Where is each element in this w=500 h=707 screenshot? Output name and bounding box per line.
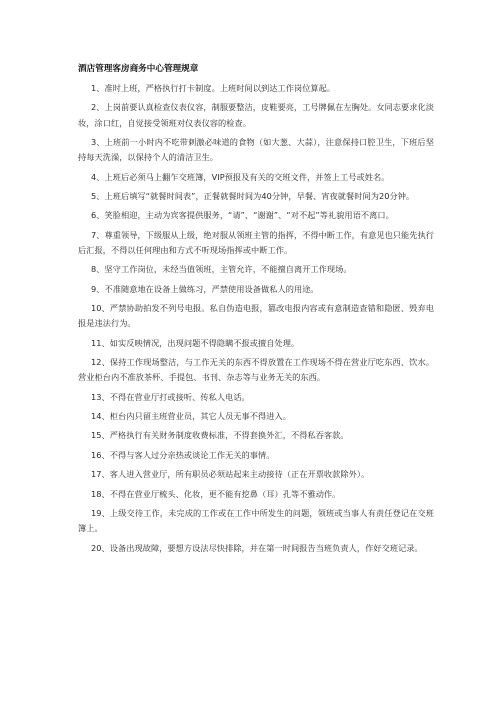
rule-2: 2、上岗前要认真检查仪表仪容，制服要整洁，皮鞋要亮，工号牌佩在左胸处。女同志要求化淡妆，涂口红，自觉接受领班对仪表仪容的检查。 [78, 102, 434, 128]
rule-19: 19、上级交待工作，未完成的工作或在工作中所发生的问题，领班或当事人有责任登记在交班簿上。 [78, 508, 434, 534]
rule-17: 17、客人进入营业厅，所有职员必须站起来主动接待（正在开票收款除外）。 [91, 469, 370, 480]
rule-11: 11、如实反映情况，出现问题不得隐瞒不报或擅自处理。 [91, 337, 300, 348]
rule-15: 15、严格执行有关财务制度收费标准，不得套换外汇，不得私吞客款。 [91, 430, 349, 441]
rule-20: 20、设备出现故障，要想方设法尽快排除，并在第一时间报告当班负责人，作好交班记录。 [91, 542, 423, 553]
rule-8: 8、坚守工作岗位，未经当值领班，主管允许，不能擅自离开工作现场。 [91, 264, 352, 275]
document-page [78, 63, 434, 560]
rule-18: 18、不得在营业厅梳头、化妆，更不能有挖鼻（耳）孔等不雅动作。 [91, 488, 341, 499]
rule-14: 14、柜台内只留主班营业员，其它人员无事不得进入。 [91, 411, 291, 422]
rule-9: 9、不准随意地在设备上做练习，严禁使用设备做私人的用途。 [91, 283, 319, 294]
rule-3: 3、上班前一小时内不吃带刺激必味道的食物（如大葱、大蒜），注意保持口腔卫生，下班后坚持每天洗澡，以保持个人的清洁卫生。 [78, 136, 434, 163]
rule-12: 12、保持工作现场整洁，与工作无关的东西不得放置在工作现场不得在营业厅吃东西、饮水。营业柜台内不准放茶杯、手提包、书刊、杂志等与业务无关的东西。 [78, 357, 434, 383]
rule-16: 16、不得与客人过分亲热或谈论工作无关的事情。 [91, 449, 275, 460]
rule-4: 4、上班后必须马上翻乍交班簿，VIP预报及有关的交班文件，并签上工号或姓名。 [91, 171, 390, 182]
rule-7: 7、尊重领导，下级服从上级，绝对服从领班主管的指挥，不得中断工作，有意见也只能先执行后汇报，不得以任何理由和方式不听现场指挥或中断工作。 [78, 229, 434, 255]
rule-6: 6、笑脸相迎，主动为宾客提供服务，“请”、“谢谢”、“对不起”等礼貌用语不离口。 [91, 210, 394, 221]
document-title: 酒店管理客房商务中心管理规章 [78, 64, 199, 74]
rule-1: 1、准时上班，严格执行打卡制度。上班时间以到达工作岗位算起。 [91, 83, 336, 93]
rule-10: 10、严禁协助拍发不列号电报。私自伪造电报，篡改电报内容或有意制造查错和隐匿、毁弃电报是违法行为。 [78, 303, 434, 329]
rule-5: 5、上班后填写“就餐时间表”，正餐就餐时间为40分钟，早餐、宵夜就餐时间为20分钟。 [91, 190, 415, 201]
rule-13: 13、不得在营业厅打或接听、传私人电话。 [91, 391, 250, 402]
